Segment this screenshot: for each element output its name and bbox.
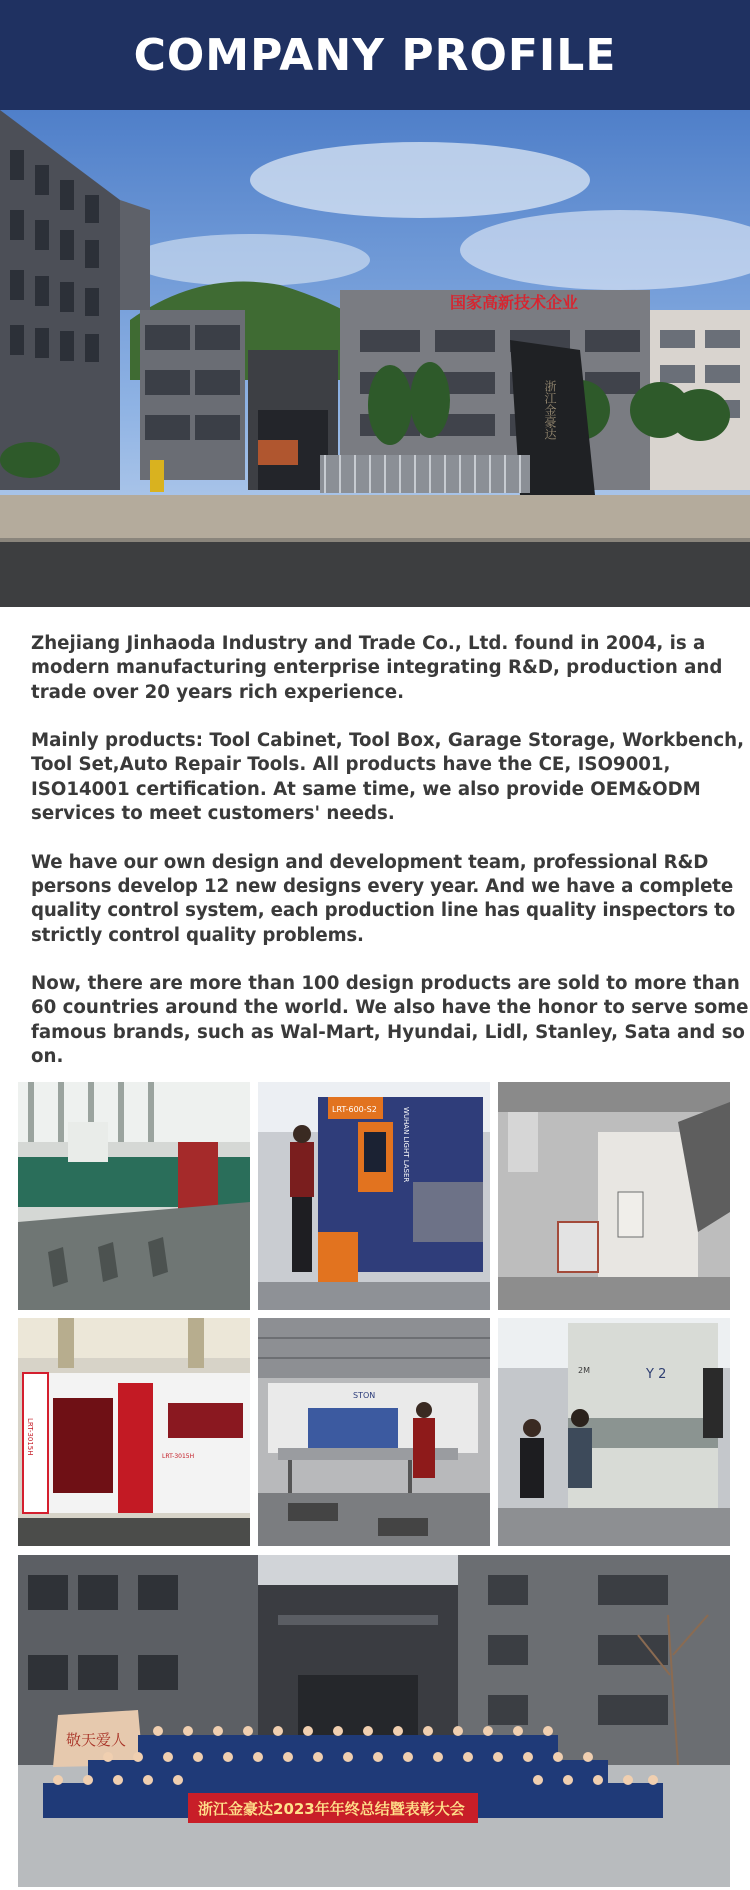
laser-front-label: LRT-3015H [162, 1453, 195, 1460]
company-intro [31, 632, 750, 1094]
press-brake-label: Y 2 [646, 1367, 667, 1382]
laser-sign: LRT-600-S2 [332, 1105, 377, 1114]
intro-paragraph: Zhejiang Jinhaoda Industry and Trade Co., Ltd. found in 2004, is a modern manufacturing enterprise integrating R&D, production and trade over 20 years rich experience. [31, 633, 723, 703]
intro-paragraph: Now, there are more than 100 design products are sold to more than 60 countries around the world. We also have the honor to serve some famous brands, such as Wal-Mart, Hyundai, Lidl, Stanley, Sata and so on. [31, 973, 749, 1068]
building-sign: 国家高新技术企业 [450, 293, 579, 312]
cnc-punch-press-photo [258, 1318, 490, 1546]
laser-cutter-photo [18, 1318, 250, 1546]
gate-stone-text: 浙江金豪达 [543, 380, 557, 440]
factory-gate-photo [0, 110, 750, 607]
press-brake-photo [498, 1318, 730, 1546]
intro-paragraph: Mainly products: Tool Cabinet, Tool Box, Garage Storage, Workbench, Tool Set,Auto Repair Tools. All products have the CE, ISO9001, ISO14001 certification. At same time, we also provide OEM&ODM services to meet customers' needs. [31, 730, 745, 825]
production-line-photo [18, 1082, 250, 1310]
intro-paragraph: We have our own design and development team, professional R&D persons develop 12 new designs every year. And we have a complete quality control system, each production line has quality inspectors to strictly control quality problems. [31, 851, 736, 946]
courtyard-stone-text: 敬天爱人 [66, 1731, 127, 1749]
page-header [0, 0, 750, 110]
event-banner: 浙江金豪达2023年年终总结暨表彰大会 [198, 1800, 465, 1818]
press-brake-brand: 2M [578, 1366, 590, 1375]
fiber-laser-machine-photo [258, 1082, 490, 1310]
punch-brand: STON [353, 1391, 376, 1400]
team-group-photo [18, 1555, 730, 1887]
laser-brand: WUHAN LIGHT LASER [402, 1107, 410, 1183]
page-title: COMPANY PROFILE [133, 29, 617, 81]
laser-side-label: LRT-3015H [26, 1418, 34, 1456]
powder-coating-line-photo [498, 1082, 730, 1310]
